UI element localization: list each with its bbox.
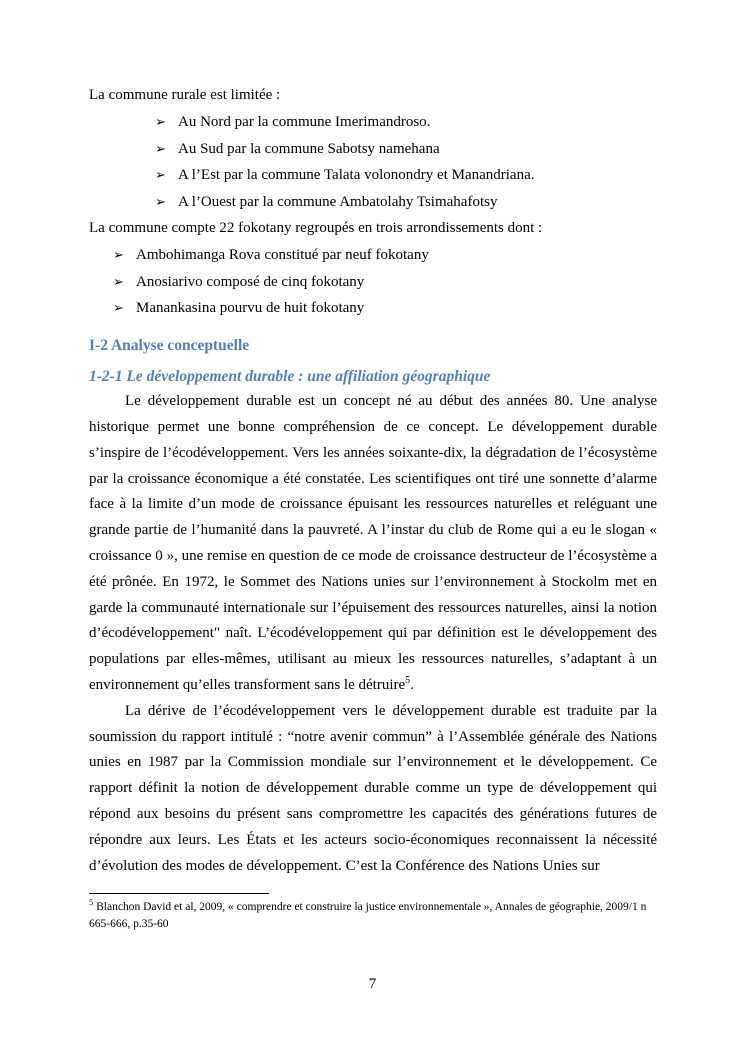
footnote-ref-marker: 5 — [405, 674, 411, 686]
arrow-bullet-icon: ➢ — [155, 194, 166, 210]
list-item — [89, 242, 657, 269]
footnote-area — [89, 893, 657, 933]
arrow-bullet-icon: ➢ — [155, 113, 166, 129]
list-item-text: A l’Ouest par la commune Ambatolahy Tsimahafotsy — [178, 194, 498, 211]
page-content — [89, 83, 657, 879]
list-item — [89, 295, 657, 322]
list-item — [89, 109, 657, 136]
fokotany-lead: La commune compte 22 fokotany regroupés en trois arrondissements dont : — [89, 219, 543, 236]
list-item-text: Manankasina pourvu de huit fokotany — [136, 300, 365, 317]
paragraph-2: La dérive de l’écodéveloppement vers le développement durable est traduite par la soumission du rapport intitulé : “notre avenir commun” à l’Assemblée générale des Nations unies en 1987 par la Commission mondiale sur l’environnement et le développement. Ce rapport définit la notion de développement durable comme un type de développement qui répond aux besoins du présent sans compromettre les capacités des générations futures de répondre aux leurs. Les États et les acteurs socio-économiques reconnaissent la nécessité d’évolution des modes de développement. C’est la Conférence des Nations Unies sur — [89, 702, 657, 874]
list-item-text: Au Nord par la commune Imerimandroso. — [178, 113, 431, 130]
footnote — [89, 899, 657, 933]
list-item-text: A l’Est par la commune Talata volonondry et Manandriana. — [178, 167, 535, 184]
footnote-separator-line — [89, 893, 269, 894]
paragraph-1-period: . — [410, 676, 414, 693]
arrow-bullet-icon: ➢ — [113, 300, 124, 316]
arrondissements-list — [89, 242, 657, 322]
intro-lead: La commune rurale est limitée : — [89, 87, 281, 103]
arrow-bullet-icon: ➢ — [113, 246, 124, 262]
list-item-text: Au Sud par la commune Sabotsy namehana — [178, 140, 440, 157]
section-heading: I-2 Analyse conceptuelle — [89, 337, 250, 355]
list-item — [89, 162, 657, 189]
arrow-bullet-icon: ➢ — [155, 140, 166, 156]
list-item — [89, 136, 657, 163]
arrow-bullet-icon: ➢ — [113, 273, 124, 289]
section-subheading: 1-2-1 Le développement durable : une affiliation géographique — [89, 368, 491, 386]
list-item — [89, 189, 657, 216]
boundaries-list — [89, 109, 657, 216]
list-item — [89, 269, 657, 296]
footnote-number: 5 — [89, 897, 94, 908]
footnote-text: Blanchon David et al, 2009, « comprendre et construire la justice environnementale », Annales de géographie, 2009/1 n 665-666, p.35-60 — [89, 901, 647, 930]
list-item-text: Anosiarivo composé de cinq fokotany — [136, 273, 365, 290]
list-item-text: Ambohimanga Rova constitué par neuf fokotany — [136, 246, 429, 263]
paragraph-1 — [89, 389, 657, 699]
page-number: 7 — [368, 976, 377, 992]
arrow-bullet-icon: ➢ — [155, 167, 166, 183]
paragraph-1-text: Le développement durable est un concept né au début des années 80. Une analyse historique permet une bonne compréhension de ce concept. Le développement durable s’inspire de l’écodéveloppement. Vers les années soixante-dix, la dégradation de l’écosystème par la croissance économique a été constatée. Les scientifiques ont tiré une sonnette d’alarme face à la limite d’un mode de croissance épuisant les ressources naturelles et reléguant une grande partie de l’humanité dans la pauvreté. A l’instar du club de Rome qui a eu le slogan « croissance 0 », une remise en question de ce mode de croissance destructeur de l’écosystème a été prônée. En 1972, le Sommet des Nations unies sur l’environnement à Stockolm met en garde la communauté internationale sur l’épuisement des ressources naturelles, ainsi la notion d’écodéveloppement" naît. L’écodéveloppement qui par définition est le développement des populations par elles-mêmes, utilisant au mieux les ressources naturelles, s’adaptant à un environnement qu’elles transforment sans le détruire — [89, 393, 657, 693]
